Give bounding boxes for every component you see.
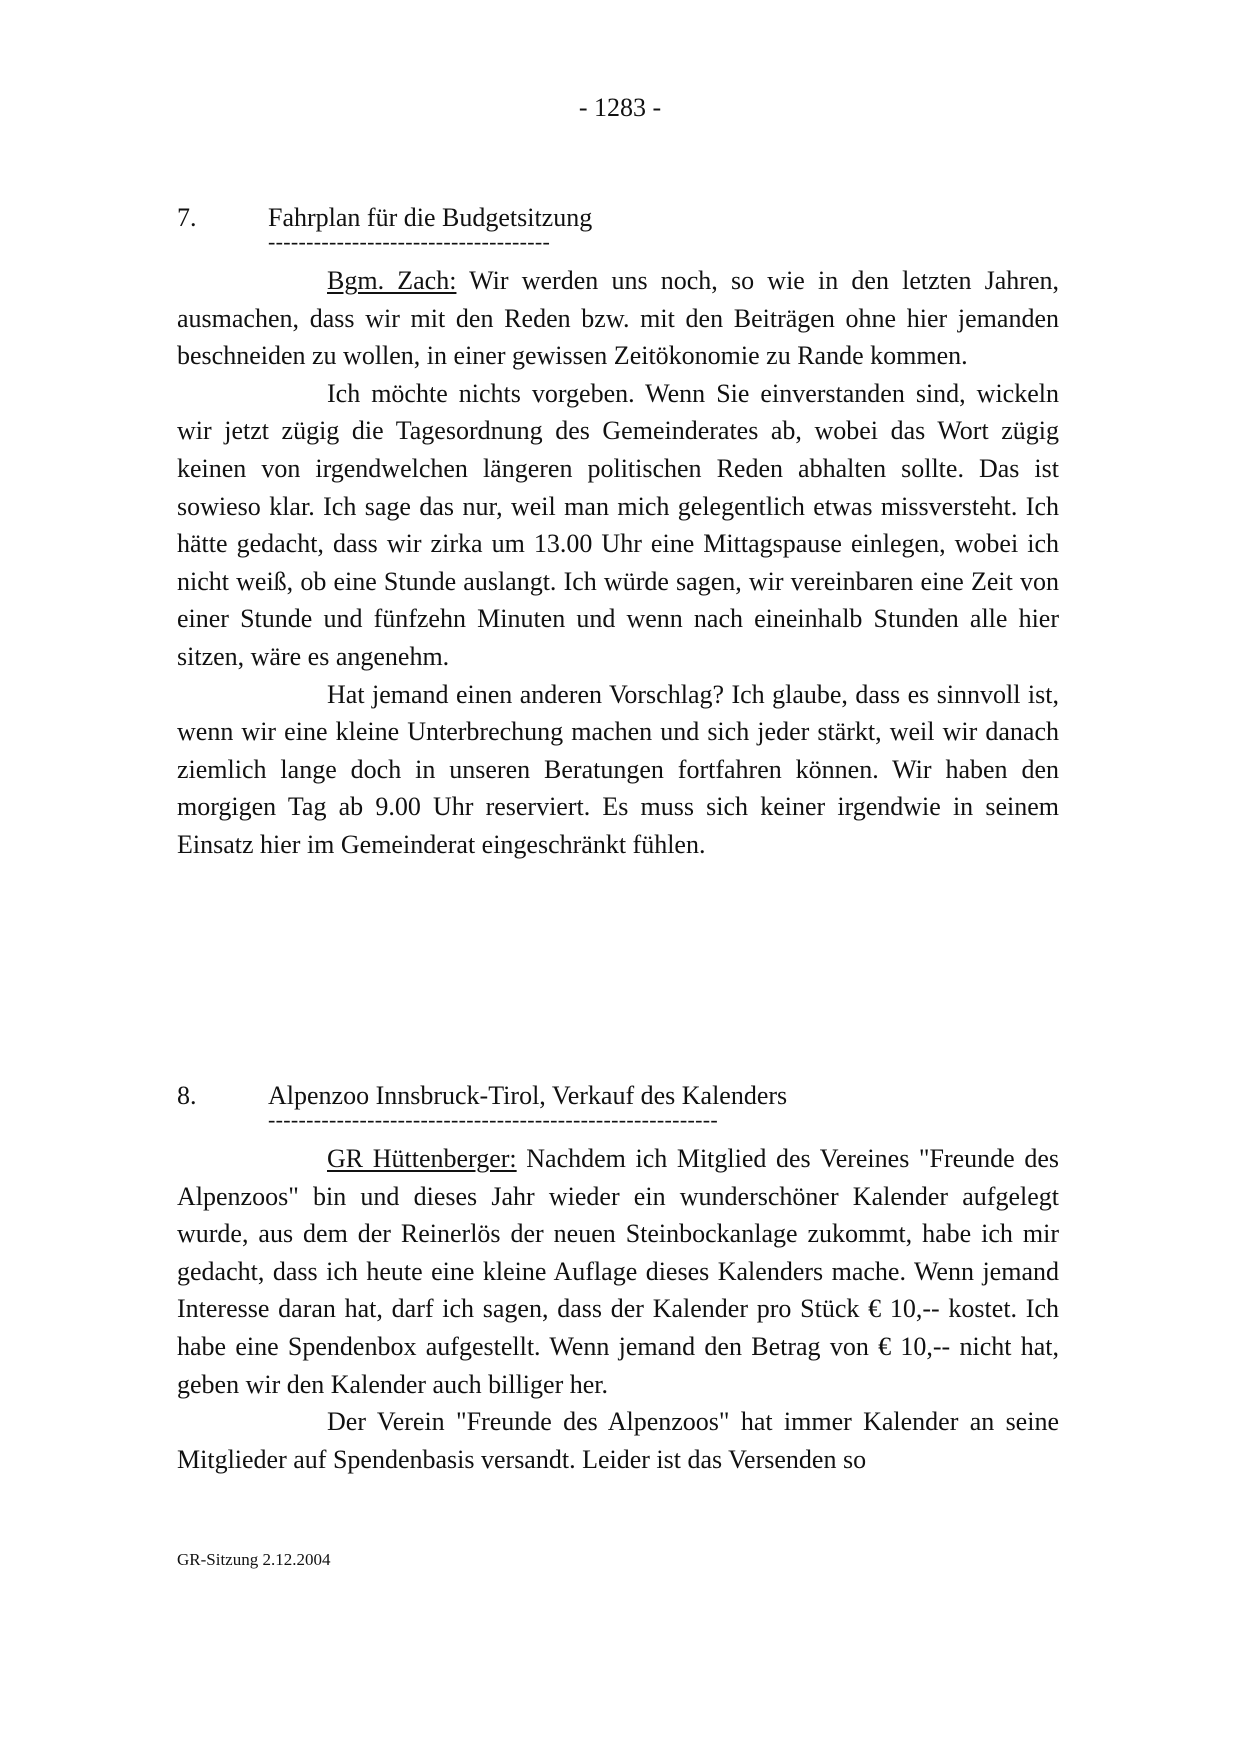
agenda-item-title: Alpenzoo Innsbruck-Tirol, Verkauf des Kalenders [268,1081,788,1110]
paragraph-text: Wir werden uns noch, so wie in den letzten Jahren, ausmachen, dass wir mit den Reden bzw. mit den Beiträgen ohne hier jemanden beschneiden zu wollen, in einer gewissen Zeitökonomie zu Rande kommen. [177,266,1059,371]
agenda-item-8 [177,1078,1059,1478]
paragraph [177,375,1059,676]
agenda-item-7 [177,200,1059,864]
heading-dashed-rule: ----------------------------------------------------------- [268,1107,718,1132]
paragraph [177,1403,1059,1478]
paragraph-text: Hat jemand einen anderen Vorschlag? Ich glaube, dass es sinnvoll ist, wenn wir eine kleine Unterbrechung machen und sich jeder stärkt, weil wir danach ziemlich lange doch in unseren Beratungen fortfahren können. Wir haben den morgigen Tag ab 9.00 Uhr reserviert. Es muss sich keiner irgendwie in seinem Einsatz hier im Gemeinderat eingeschränkt fühlen. [177,679,1059,859]
paragraph-text: Ich möchte nichts vorgeben. Wenn Sie einverstanden sind, wickeln wir jetzt zügig die Tagesordnung des Gemeinderates ab, wobei das Wort zügig keinen von irgendwelchen längeren politischen Reden abhalten sollte. Das ist sowieso klar. Ich sage das nur, weil man mich gelegentlich etwas missversteht. Ich hätte gedacht, dass wir zirka um 13.00 Uhr eine Mittagspause einlegen, wobei ich nicht weiß, ob eine Stunde auslangt. Ich würde sagen, wir vereinbaren eine Zeit von einer Stunde und fünfzehn Minuten und wenn nach eineinhalb Stunden alle hier sitzen, wäre es angenehm. [177,378,1059,671]
paragraph [177,1140,1059,1403]
agenda-item-number: 7. [177,203,197,232]
agenda-item-heading [177,200,1059,254]
agenda-item-number: 8. [177,1081,197,1110]
speaker-name: Bgm. Zach: [327,266,457,295]
paragraph [177,262,1059,375]
speaker-name: GR Hüttenberger: [327,1144,517,1173]
agenda-item-title: Fahrplan für die Budgetsitzung [268,203,593,232]
footer-session-date: GR-Sitzung 2.12.2004 [177,1550,331,1569]
heading-dashed-rule: ------------------------------------- [268,229,551,254]
paragraph [177,676,1059,864]
page-number: - 1283 - [578,93,662,122]
paragraph-text: Nachdem ich Mitglied des Vereines "Freunde des Alpenzoos" bin und dieses Jahr wieder ein wunderschöner Kalender aufgelegt wurde, aus dem der Reinerlös der neuen Steinbockanlage zukommt, habe ich mir gedacht, dass ich heute eine kleine Auflage dieses Kalenders mache. Wenn jemand Interesse daran hat, darf ich sagen, dass der Kalender pro Stück € 10,-- kostet. Ich habe eine Spendenbox aufgestellt. Wenn jemand den Betrag von € 10,-- nicht hat, geben wir den Kalender auch billiger her. [177,1144,1059,1399]
paragraph-text: Der Verein "Freunde des Alpenzoos" hat immer Kalender an seine Mitglieder auf Spendenbasis versandt. Leider ist das Versenden so [177,1407,1059,1474]
agenda-item-heading [177,1078,1059,1132]
